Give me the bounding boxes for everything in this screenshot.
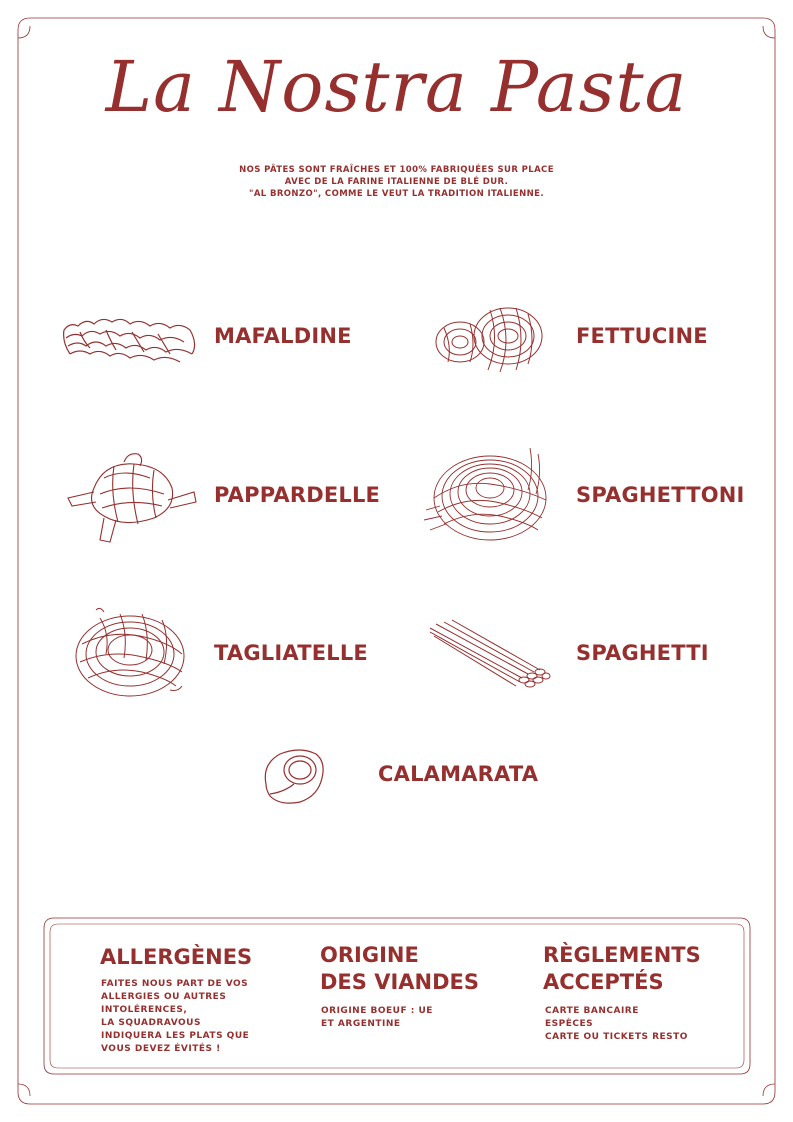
pasta-label: SPAGHETTI [576,641,709,665]
pasta-label: MAFALDINE [214,324,352,348]
origin-title: ORIGINE DES VIANDES [320,943,480,994]
allergens-text: FAITES NOUS PART DE VOS ALLERGIES OU AUTRES INTOLÉRENCES, LA SQUADRAVOUS INDIQUERA LES PLATS QUE VOUS DEVEZ ÉVITÉS ! [101,979,250,1054]
pasta-label: PAPPARDELLE [214,483,381,507]
intro-line: AVEC DE LA FARINE ITALIENNE DE BLÉ DUR. [284,177,509,187]
allergens-title: ALLERGÈNES [100,945,253,969]
intro-line: NOS PÂTES SONT FRAÎCHES ET 100% FABRIQUÉES SUR PLACE [239,165,554,175]
payment-title: RÈGLEMENTS ACCEPTÉS [543,943,701,994]
intro-line: "AL BRONZO", COMME LE VEUT LA TRADITION ITALIENNE. [248,189,544,199]
payment-text: CARTE BANCAIRE ESPÈCES CARTE OU TICKETS RESTO [545,1006,688,1042]
menu-title: La Nostra Pasta [105,46,688,128]
pasta-label: CALAMARATA [378,762,539,786]
pasta-label: SPAGHETTONI [576,483,745,507]
pasta-label: FETTUCINE [576,324,708,348]
pasta-label: TAGLIATELLE [214,641,368,665]
origin-text: ORIGINE BOEUF : UE ET ARGENTINE [321,1006,433,1029]
